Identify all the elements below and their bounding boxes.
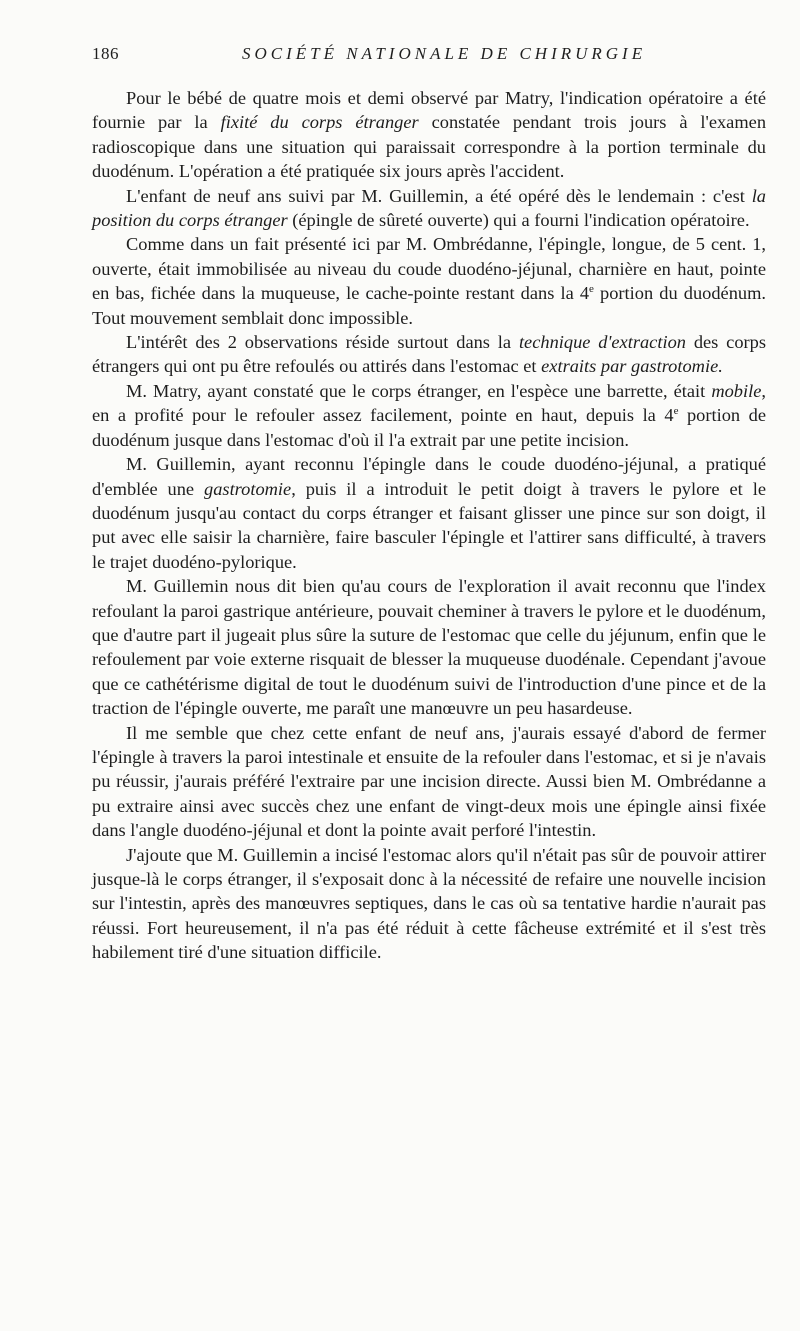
paragraph-3: Comme dans un fait présenté ici par M. Ombrédanne, l'épingle, longue, de 5 cent. 1, ouverte, était immobilisée au niveau du coude duodéno-jéjunal, charnière en haut, pointe en bas, fichée dans la muqueuse, le cache-pointe restant dans la 4e portion du duodénum. Tout mouvement semblait donc impossible. [92,234,766,328]
paragraph-6: M. Guillemin, ayant reconnu l'épingle dans le coude duodéno-jéjunal, a pratiqué d'emblée une gastrotomie, puis il a introduit le petit doigt à travers le pylore et le duodénum jusqu'au contact du corps étranger et faisant glisser une pince sur son doigt, il put avec elle saisir la charnière, faire basculer l'épingle et l'attirer sans difficulté, à travers le trajet duodéno-pylorique. [92,454,766,572]
running-head: SOCIÉTÉ NATIONALE DE CHIRURGIE [242,44,647,63]
emphasis: gastrotomie [204,478,292,499]
emphasis: extraits par gastrotomie. [541,356,723,377]
emphasis: technique d'extraction [518,332,686,353]
paragraph-9: J'ajoute que M. Guillemin a incisé l'estomac alors qu'il n'était pas sûr de pouvoir attirer jusque-là le corps étranger, il s'exposait donc à la nécessité de refaire une nouvelle incision sur l'intestin, après des manœuvres septiques, dans le cas où sa tentative hardie n'aurait pas réussi. Fort heureusement, il n'a pas été réduit à cette fâcheuse extrémité et il s'est très habilement tiré d'une situation difficile. [92,844,766,963]
paragraph-8: Il me semble que chez cette enfant de neuf ans, j'aurais essayé d'abord de fermer l'épingle à travers la paroi intestinale et ensuite de la refouler dans l'estomac, et si je n'avais pu réussir, j'aurais préféré l'extraire par une incision directe. Aussi bien M. Ombrédanne a pu extraire ainsi avec succès chez une enfant de vingt-deux mois une épingle ainsi fixée dans l'angle duodéno-jéjunal et dont la pointe avait perforé l'intestin. [92,722,766,841]
paragraph-4: L'intérêt des 2 observations réside surtout dans la technique d'extraction des corps étrangers qui ont pu être refoulés ou attirés dans l'estomac et extraits par gastrotomie. [92,332,767,377]
emphasis: fixité du corps étranger [220,112,419,133]
emphasis: mobile [711,380,762,401]
paragraph-7: M. Guillemin nous dit bien qu'au cours de l'exploration il avait reconnu que l'index refoulant la paroi gastrique antérieure, pouvait cheminer à travers le pylore et le duodénum, que d'autre part il jugeait plus sûre la suture de l'estomac que celle du jéjunum, enfin que le refoulement par voie externe risquait de blesser la muqueuse duodénale. Cependant j'avoue que ce cathétérisme digital de tout le duodénum suivi de l'introduction d'une pince et de la traction de l'épingle ouverte, me paraît une manœuvre un peu hasardeuse. [92,576,766,719]
paragraph-1: Pour le bébé de quatre mois et demi observé par Matry, l'indication opératoire a été fournie par la fixité du corps étranger constatée pendant trois jours à l'examen radioscopique dans une situation qui paraissait correspondre à la portion terminale du duodénum. L'opération a été pratiquée six jours après l'accident. [92,88,767,182]
paragraph-5: M. Matry, ayant constaté que le corps étranger, en l'espèce une barrette, était mobile, en a profité pour le refouler assez facilement, pointe en haut, depuis la 4e portion de duodénum jusque dans l'estomac d'où il l'a extrait par une petite incision. [92,380,766,450]
superscript: e [589,283,594,296]
emphasis: la position du corps étranger [92,185,766,231]
superscript: e [673,405,679,418]
paragraph-2: L'enfant de neuf ans suivi par M. Guillemin, a été opéré dès le lendemain : c'est la position du corps étranger (épingle de sûreté ouverte) qui a fourni l'indication opératoire. [92,185,766,231]
body-text [92,86,766,965]
page-header [92,44,782,70]
page-number: 186 [92,44,119,63]
